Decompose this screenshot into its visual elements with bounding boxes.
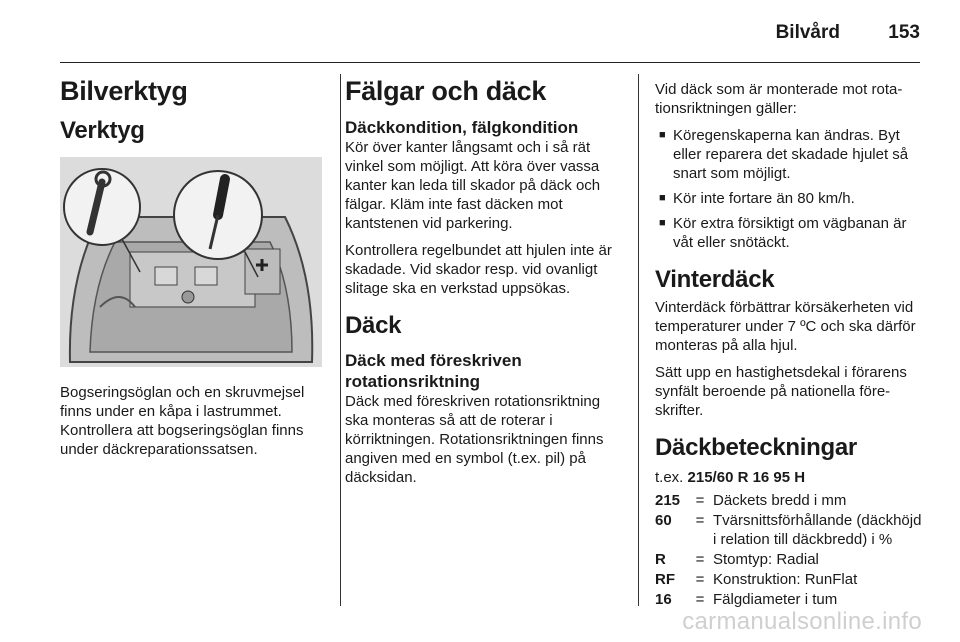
column-tyre-info <box>655 72 925 610</box>
column-tools <box>60 72 325 467</box>
square-bullet-icon: ■ <box>659 217 666 229</box>
square-bullet-icon: ■ <box>659 192 666 204</box>
heading-dack: Däck <box>345 312 402 339</box>
table-row: 60 = Tvärsnittsförhållande (däckhöjd i relation till däckbredd) i % <box>655 512 922 548</box>
trunk-tools-illustration <box>60 157 322 367</box>
paragraph-winter-2: Sätt upp en hastighetsdekal i förarens synfält beroende på nationella föreskrifter. <box>655 364 907 419</box>
table-row: R = Stomtyp: Radial <box>655 551 819 568</box>
square-bullet-icon: ■ <box>659 129 666 141</box>
heading-bilverktyg: Bilverktyg <box>60 76 188 106</box>
page-number: 153 <box>888 22 920 43</box>
heading-dackbeteckningar: Däckbeteckningar <box>655 434 857 461</box>
paragraph-reverse-mounted: Vid däck som är monterade mot rotationsriktningen gäller: <box>655 81 903 117</box>
column-divider <box>638 74 639 606</box>
heading-verktyg: Verktyg <box>60 117 145 144</box>
column-wheels-tyres <box>345 72 625 495</box>
list-item: ■ Kör extra försiktigt om vägbanan är våt eller snötäckt. <box>659 215 907 251</box>
list-item: ■ Kör inte fortare än 80 km/h. <box>659 190 855 207</box>
paragraph-inspection: Kontrollera regelbundet att hjulen inte är skadade. Vid skador resp. vid ovanligt slitage ska en verkstad uppsökas. <box>345 242 612 297</box>
section-title: Bilvård <box>775 22 840 43</box>
table-row: 215 = Däckets bredd i mm <box>655 492 847 509</box>
watermark: carmanualsonline.info <box>682 608 922 635</box>
tyre-code-table <box>655 491 925 610</box>
list-item: ■ Köregenskaperna kan ändras. Byt eller reparera det skadade hjulet så snart som möjligt. <box>659 127 909 182</box>
column-divider <box>340 74 341 606</box>
tyre-example: t.ex. 215/60 R 16 95 H <box>655 469 806 486</box>
heading-falgar-och-dack: Fälgar och däck <box>345 76 547 106</box>
paragraph-rotation: Däck med föreskriven rotationsriktning ska monteras så att de roterar i körriktningen. Rotationsriktningen finns angiven med en symbol (t.ex. pil) på däcksidan. <box>345 393 604 486</box>
table-row: 16 = Fälgdiameter i tum <box>655 591 838 608</box>
table-row: RF = Konstruktion: RunFlat <box>655 571 858 588</box>
trunk-illustration-svg <box>60 157 322 367</box>
paragraph-winter-1: Vinterdäck förbättrar körsäkerheten vid temperaturer under 7 ºC och ska därför monteras på alla hjul. <box>655 299 916 354</box>
paragraph-kerbs: Kör över kanter långsamt och i så rät vinkel som möjligt. Att köra över vassa kanter kan leda till skador på däck och fälgar. Kläm inte fast däcken mot kantstenen vid parkering. <box>345 139 601 232</box>
heading-dackkondition: Däckkondition, fälgkondition <box>345 118 579 137</box>
heading-vinterdack: Vinterdäck <box>655 266 775 293</box>
page-header <box>60 18 920 63</box>
heading-rotationsriktning: Däck med föreskriven rotationsriktning <box>345 351 522 391</box>
tools-caption: Bogseringsöglan och en skruvmejsel finns under en kåpa i lastrummet. Kontrollera att bogseringsöglan finns under däckreparationssatsen. <box>60 384 305 458</box>
bullet-list <box>655 126 925 252</box>
